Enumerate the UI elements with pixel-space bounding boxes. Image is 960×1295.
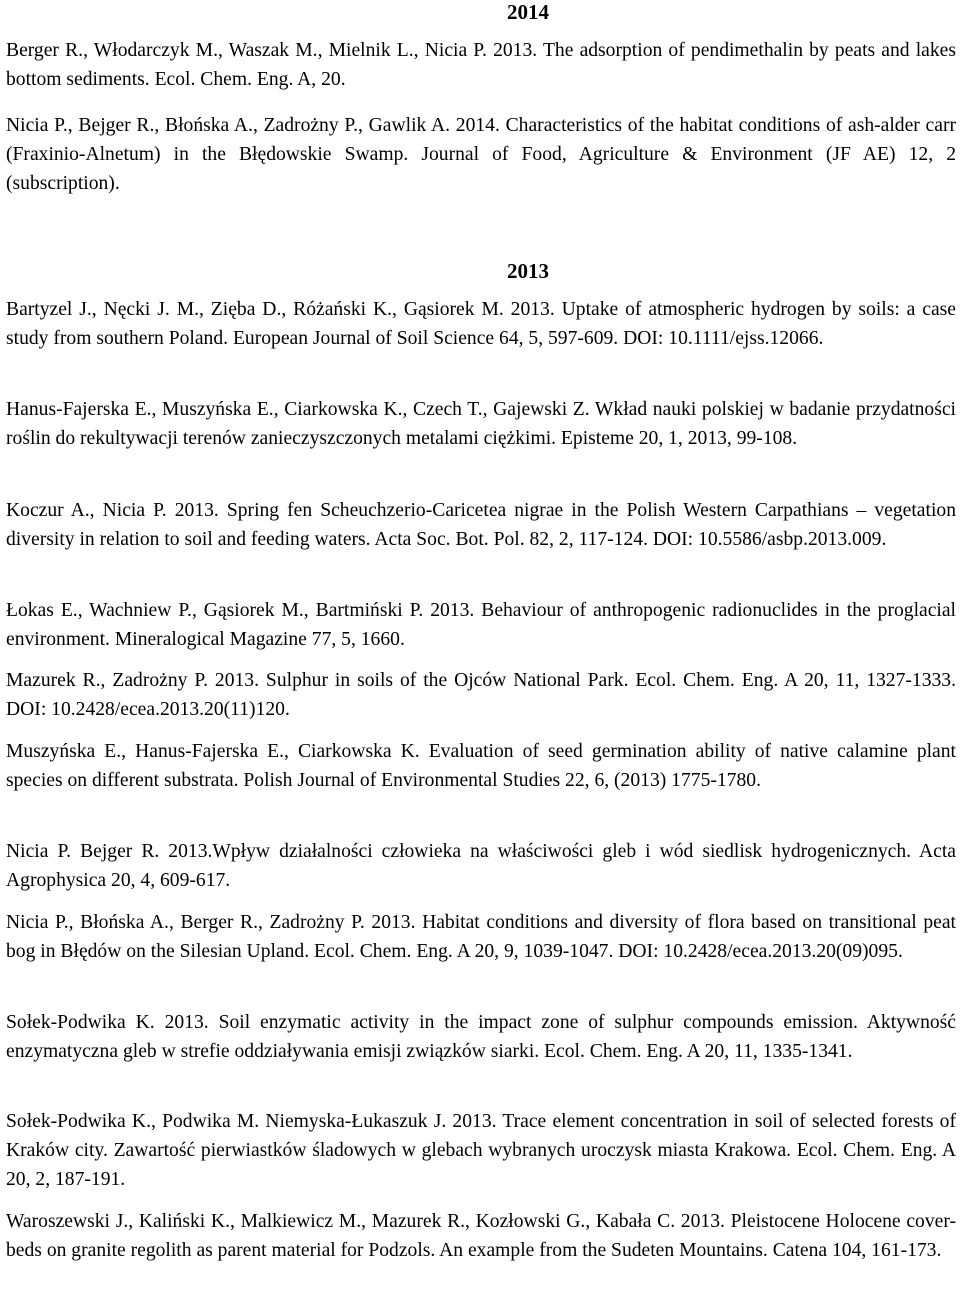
reference-entry: Nicia P. Bejger R. 2013.Wpływ działalności człowieka na właściwości gleb i wód siedlisk hydrogenicznych. Acta Agrophysica 20, 4, 609-617. (6, 841, 956, 891)
reference-entry: Hanus-Fajerska E., Muszyńska E., Ciarkowska K., Czech T., Gajewski Z. Wkład nauki polskiej w badanie przydatności roślin do rekultywacji terenów zanieczyszczonych metalami ciężkimi. Episteme 20, 1, 2013, 99-108. (6, 399, 956, 449)
reference-entry: Berger R., Włodarczyk M., Waszak M., Mielnik L., Nicia P. 2013. The adsorption of pendimethalin by peats and lakes bottom sediments. Ecol. Chem. Eng. A, 20. (6, 40, 956, 90)
reference-entry: Nicia P., Bejger R., Błońska A., Zadrożny P., Gawlik A. 2014. Characteristics of the habitat conditions of ash-alder carr (Fraxinio-Alnetum) in the Błędowskie Swamp. Journal of Food, Agriculture & Environment (JF AE) 12, 2 (subscription). (6, 115, 956, 194)
year-heading-2014: 2014 (507, 0, 549, 24)
reference-entry: Koczur A., Nicia P. 2013. Spring fen Scheuchzerio-Caricetea nigrae in the Polish Western Carpathians – vegetation diversity in relation to soil and feeding waters. Acta Soc. Bot. Pol. 82, 2, 117-124. DOI: 10.5586/asbp.2013.009. (6, 500, 956, 550)
reference-entry: Sołek-Podwika K., Podwika M. Niemyska-Łukaszuk J. 2013. Trace element concentration in soil of selected forests of Kraków city. Zawartość pierwiastków śladowych w glebach wybranych uroczysk miasta Krakowa. Ecol. Chem. Eng. A 20, 2, 187-191. (6, 1111, 956, 1190)
reference-entry: Sołek-Podwika K. 2013. Soil enzymatic activity in the impact zone of sulphur compounds emission. Aktywność enzymatyczna gleb w strefie oddziaływania emisji związków siarki. Ecol. Chem. Eng. A 20, 11, 1335-1341. (6, 1012, 956, 1062)
reference-entry: Nicia P., Błońska A., Berger R., Zadrożny P. 2013. Habitat conditions and diversity of flora based on transitional peat bog in Błędów on the Silesian Upland. Ecol. Chem. Eng. A 20, 9, 1039-1047. DOI: 10.2428/ecea.2013.20(09)095. (6, 912, 956, 962)
reference-entry: Mazurek R., Zadrożny P. 2013. Sulphur in soils of the Ojców National Park. Ecol. Chem. Eng. A 20, 11, 1327-1333. DOI: 10.2428/ecea.2013.20(11)120. (6, 670, 956, 720)
year-heading-2013: 2013 (507, 259, 549, 283)
reference-entry: Łokas E., Wachniew P., Gąsiorek M., Bartmiński P. 2013. Behaviour of anthropogenic radionuclides in the proglacial environment. Mineralogical Magazine 77, 5, 1660. (6, 600, 956, 650)
reference-entry: Bartyzel J., Nęcki J. M., Zięba D., Różański K., Gąsiorek M. 2013. Uptake of atmospheric hydrogen by soils: a case study from southern Poland. European Journal of Soil Science 64, 5, 597-609. DOI: 10.1111/ejss.12066. (6, 299, 956, 349)
reference-entry: Muszyńska E., Hanus-Fajerska E., Ciarkowska K. Evaluation of seed germination ability of native calamine plant species on different substrata. Polish Journal of Environmental Studies 22, 6, (2013) 1775-1780. (6, 741, 956, 791)
reference-entry: Waroszewski J., Kaliński K., Malkiewicz M., Mazurek R., Kozłowski G., Kabała C. 2013. Pleistocene Holocene cover-beds on granite regolith as parent material for Podzols. An example from the Sudeten Mountains. Catena 104, 161-173. (6, 1211, 956, 1261)
